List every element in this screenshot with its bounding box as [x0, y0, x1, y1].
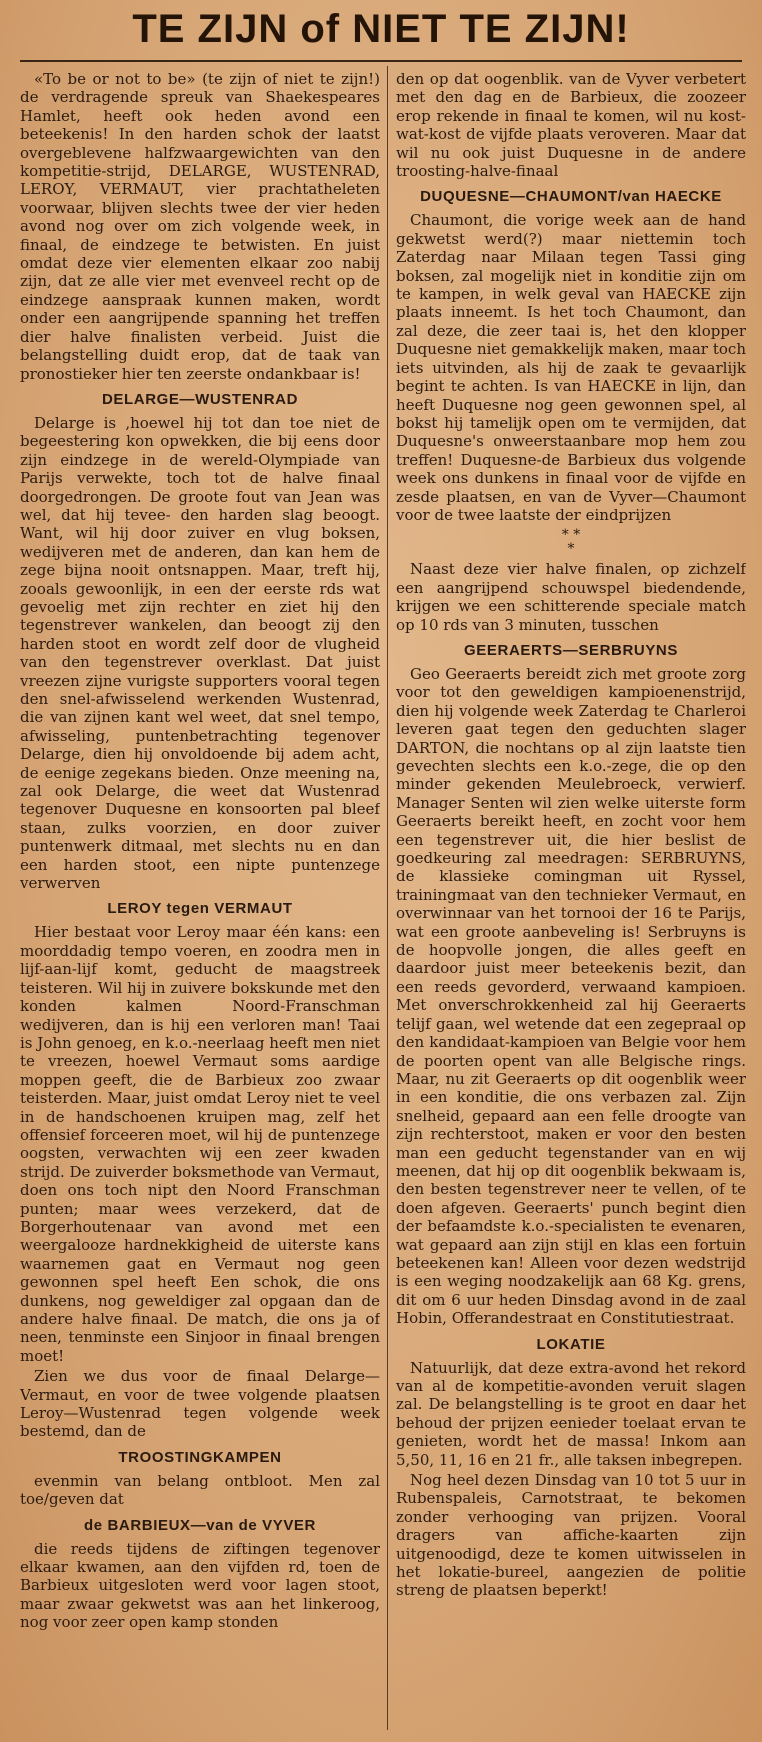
- section-heading-leroy-vermaut: LEROY tegen VERMAUT: [107, 900, 293, 918]
- section-heading-duquesne-chaumont: DUQUESNE—CHAUMONT/van HAECKE: [420, 188, 722, 206]
- paragraph-lokatie: Natuurlijk, dat deze extra-avond het rekord van al de kompetitie-avonden veruit slagen zal. De belangstelling is te groot en daar het behoud der prijzen eenieder toelaat ervan te genieten, wordt het de massa! Inkom aan 5,50, 11, 16 en 21 fr., alle taksen inbegrepen.: [396, 1358, 746, 1469]
- paragraph-geeraerts-serbruyns: Geo Geeraerts bereidt zich met groote zorg voor tot den geweldigen kampioenenstrijd, dien hij volgende week Zaterdag te Charleroi leveren gaat tegen den geduchten slager DARTON, die nochtans op al zijn laatste tien gevechten slechts een k.o.-zege, die op den minder gekenden Meulebroeck, verwierf. Manager Senten wil zien welke uiterste form Geeraerts bereikt heeft, en zocht voor hem een tegenstrever uit, die hier beslist de goedkeuring zal meedragen: SERBRUYNS, de klassieke comingman uit Ryssel, trainingmaat van den technieker Vermaut, en overwinnaar van het tornooi der 16 te Parijs, wat een groote aanbeveling is! Serbruyns is de hoopvolle jongen, die alles geeft en daardoor juist meer beteekenis bezit, dan een reeds gevorderd, verwaand kampioen. Met onverschrokkenheid zal hij Geeraerts telijf gaan, wel wetende dat een zegepraal op den kandidaat-kampioen van Belgie voor hem de poorten opent van alle Belgische rings. Maar, nu zit Geeraerts op dit oogenblik weer in een konditie, die ons verbazen zal. Zijn snelheid, gepaard aan een felle droogte van zijn rechterstoot, maken er voor den besten man een geducht tegenstander van en wij meenen, dat hij op dit oogenblik bekwaam is, den besten tegenstrever neer te vellen, of te doen afgeven. Geeraerts' punch begint dien der befaamdste k.o.-specialisten te evenaren, wat gepaard aan zijn stijl en klas een fortuin beteekenen kan! Alleen voor dezen wedstrijd is een weging noodzakelijk aan 68 Kg. grens, dit om 6 uur heden Dinsdag avond in de zaal Hobin, Offerandestraat en Constitutiestraat.: [396, 664, 746, 1328]
- section-heading-lokatie: LOKATIE: [536, 1335, 606, 1353]
- paragraph-continuation: den op dat oogenblik. van de Vyver verbetert met den dag en de Barbieux, die zoozeer erop rekende in finaal te komen, wil nu kost-wat-kost de vijfde plaats veroveren. Maar dat wil nu ook juist Duquesne in de andere troosting-halve-finaal: [396, 70, 746, 181]
- column-divider: [387, 66, 388, 1730]
- asterism-divider: * * *: [561, 527, 581, 558]
- paragraph-delarge-wustenrad: Delarge is ,hoewel hij tot dan toe niet de begeestering kon opwekken, die bij eens door zijn eindzege in de wereld-Olympiade van Parijs verwekte, toch tot de halve finaal doorgedrongen. De groote fout van Jean was wel, dat hij tevee- den harden slag beoogt. Want, wil hij door zuiver en vlug boksen, wedijveren met de anderen, dan kan hem de zege bijna nooit ontsnappen. Maar, treft hij, zooals gewoonlijk, in een der eerste rds wat gevoelig met zijn rechter en ziet hij den tegenstrever wankelen, dan beoogt zij den harden stoot en wordt zelf door de vlugheid van den tegenstrever overklast. Dat juist vreezen zijne vurigste supporters vooral tegen den snel-afwisselend werkenden Wustenrad, die van zijnen kant wel weet, dat snel tempo, afwisseling, puntenbetrachting tegenover Delarge, dien hij onvoldoende bij adem acht, de eenige zegekans bieden. Onze meening na, zal ook Delarge, die weet dat Wustenrad tegenover Duquesne en konsoorten pal bleef staan, zulks voorzien, en door zuiver puntenwerk ditmaal, met slechts nu en dan een harden stoot, een nipte puntenzege verwerven: [20, 413, 380, 893]
- paragraph-finaal: Zien we dus voor de finaal Delarge—Vermaut, en voor de twee volgende plaatsen Leroy—Wustenrad tegen volgende week bestemd, dan de: [20, 1367, 380, 1441]
- paragraph-rubenspaleis: Nog heel dezen Dinsdag van 10 tot 5 uur in Rubenspaleis, Carnotstraat, te bekomen zonder verhooging van prijzen. Vooral dragers van affiche-kaarten zijn uitgenoodigd, deze te komen uitwisselen in het lokatie-bureel, aangezien de politie streng de plaatsen beperkt!: [396, 1471, 746, 1600]
- section-heading-delarge-wustenrad: DELARGE—WUSTENRAD: [101, 390, 299, 408]
- section-heading-barbieux-vyver: de BARBIEUX—van de VYVER: [84, 1516, 316, 1534]
- right-column: [396, 70, 746, 1730]
- section-heading-troostingkampen: TROOSTINGKAMPEN: [118, 1448, 282, 1466]
- section-heading-geeraerts-serbruyns: GEERAERTS—SERBRUYNS: [464, 641, 678, 659]
- paragraph-troosting: evenmin van belang ontbloot. Men zal toe/geven dat: [20, 1471, 380, 1509]
- intro-paragraph: «To be or not to be» (te zijn of niet te zijn!) de verdragende spreuk van Shaekespeares Hamlet, heeft ook heden avond een beteekenis! In den harden schok der laatst overgeblevene halfzwaargewichten van den kompetitie-strijd, DELARGE, WUSTENRAD, LEROY, VERMAUT, vier prachtatheleten voorwaar, blijven slechts twee der vier heden avond nog over om zich volgende week, in finaal, de eindzege te betwisten. En juist omdat deze vier elementen elkaar zoo nabij zijn, dat ze alle vier met evenveel recht op de eindzege aanspraak kunnen maken, wordt onder een aangrijpende spanning het treffen dier halve finalisten verbeid. Juist die belangstelling duidt erop, dat de taak van pronostieker hier ten zeerste ondankbaar is!: [20, 70, 380, 383]
- left-column: [20, 70, 380, 1730]
- paragraph-barbieux-vyver: die reeds tijdens de ziftingen tegenover elkaar kwamen, aan den vijfden rd, toen de Barbieux uitgesloten werd voor lagen stoot, maar zwaar gekwetst was aan het linkeroog, nog voor zeer open kamp stonden: [20, 1539, 380, 1632]
- paragraph-special-match: Naast deze vier halve finalen, op zichzelf een aangrijpend schouwspel biedendende, krijgen we een schitterende speciale match op 10 rds van 3 minuten, tusschen: [396, 560, 746, 634]
- paragraph-duquesne-chaumont: Chaumont, die vorige week aan de hand gekwetst werd(?) maar niettemin toch Zaterdag naar Milaan tegen Tassi ging boksen, zal mogelijk niet in konditie zijn om te kampen, in welk geval van HAECKE zijn plaats inneemt. Is het toch Chaumont, dan zal deze, die zeer taai is, het den klopper Duquesne niet gemakkelijk maken, maar toch iets uitvinden, als hij de zaak te gevaarlijk begint te achten. Is van HAECKE in lijn, dan heeft Duquesne nog geen gewonnen spel, al bokst hij tamelijk open om te vermijden, dat Duquesne's onweerstaanbare mop hem zou treffen! Duquesne-de Barbieux dus volgende week ons dunkens in finaal voor de vijfde en zesde plaatsen, en van de Vyver—Chaumont voor de twee laatste der eindprijzen: [396, 211, 746, 524]
- headline-rule: [20, 60, 742, 62]
- article-headline: TE ZIJN of NIET TE ZIJN!: [132, 7, 630, 51]
- paragraph-leroy-vermaut: Hier bestaat voor Leroy maar één kans: een moorddadig tempo voeren, en zoodra men in lijf-aan-lijf komt, geducht de maagstreek teisteren. Wil hij in zuivere bokskunde met den konden kalmen Noord-Franschman wedijveren, dan is hij een verloren man! Taai is John genoeg, en k.o.-neerlaag heeft men niet te vreezen, hoewel Vermaut soms aardige moppen geeft, die de Barbieux zoo zwaar teisterden. Maar, juist omdat Leroy niet te veel in de handschoenen kruipen mag, zelf het offensief forceeren moet, wil hij de puntenzege oogsten, verwachten wij een zeer kwaden strijd. De zuiverder boksmethode van Vermaut, doen ons toch nipt den Noord Franschman punten; maar wees verzekerd, dat de Borgerhoutenaar van avond met een weergalooze hardnekkigheid de uiterste kans waarnemen gaat en Vermaut nog geen gewonnen spel heeft Een schok, die ons dunkens, nog geweldiger zal opgaan dan de andere halve finaal. De match, die ons ja of neen, tenminste een Sinjoor in finaal brengen moet!: [20, 923, 380, 1365]
